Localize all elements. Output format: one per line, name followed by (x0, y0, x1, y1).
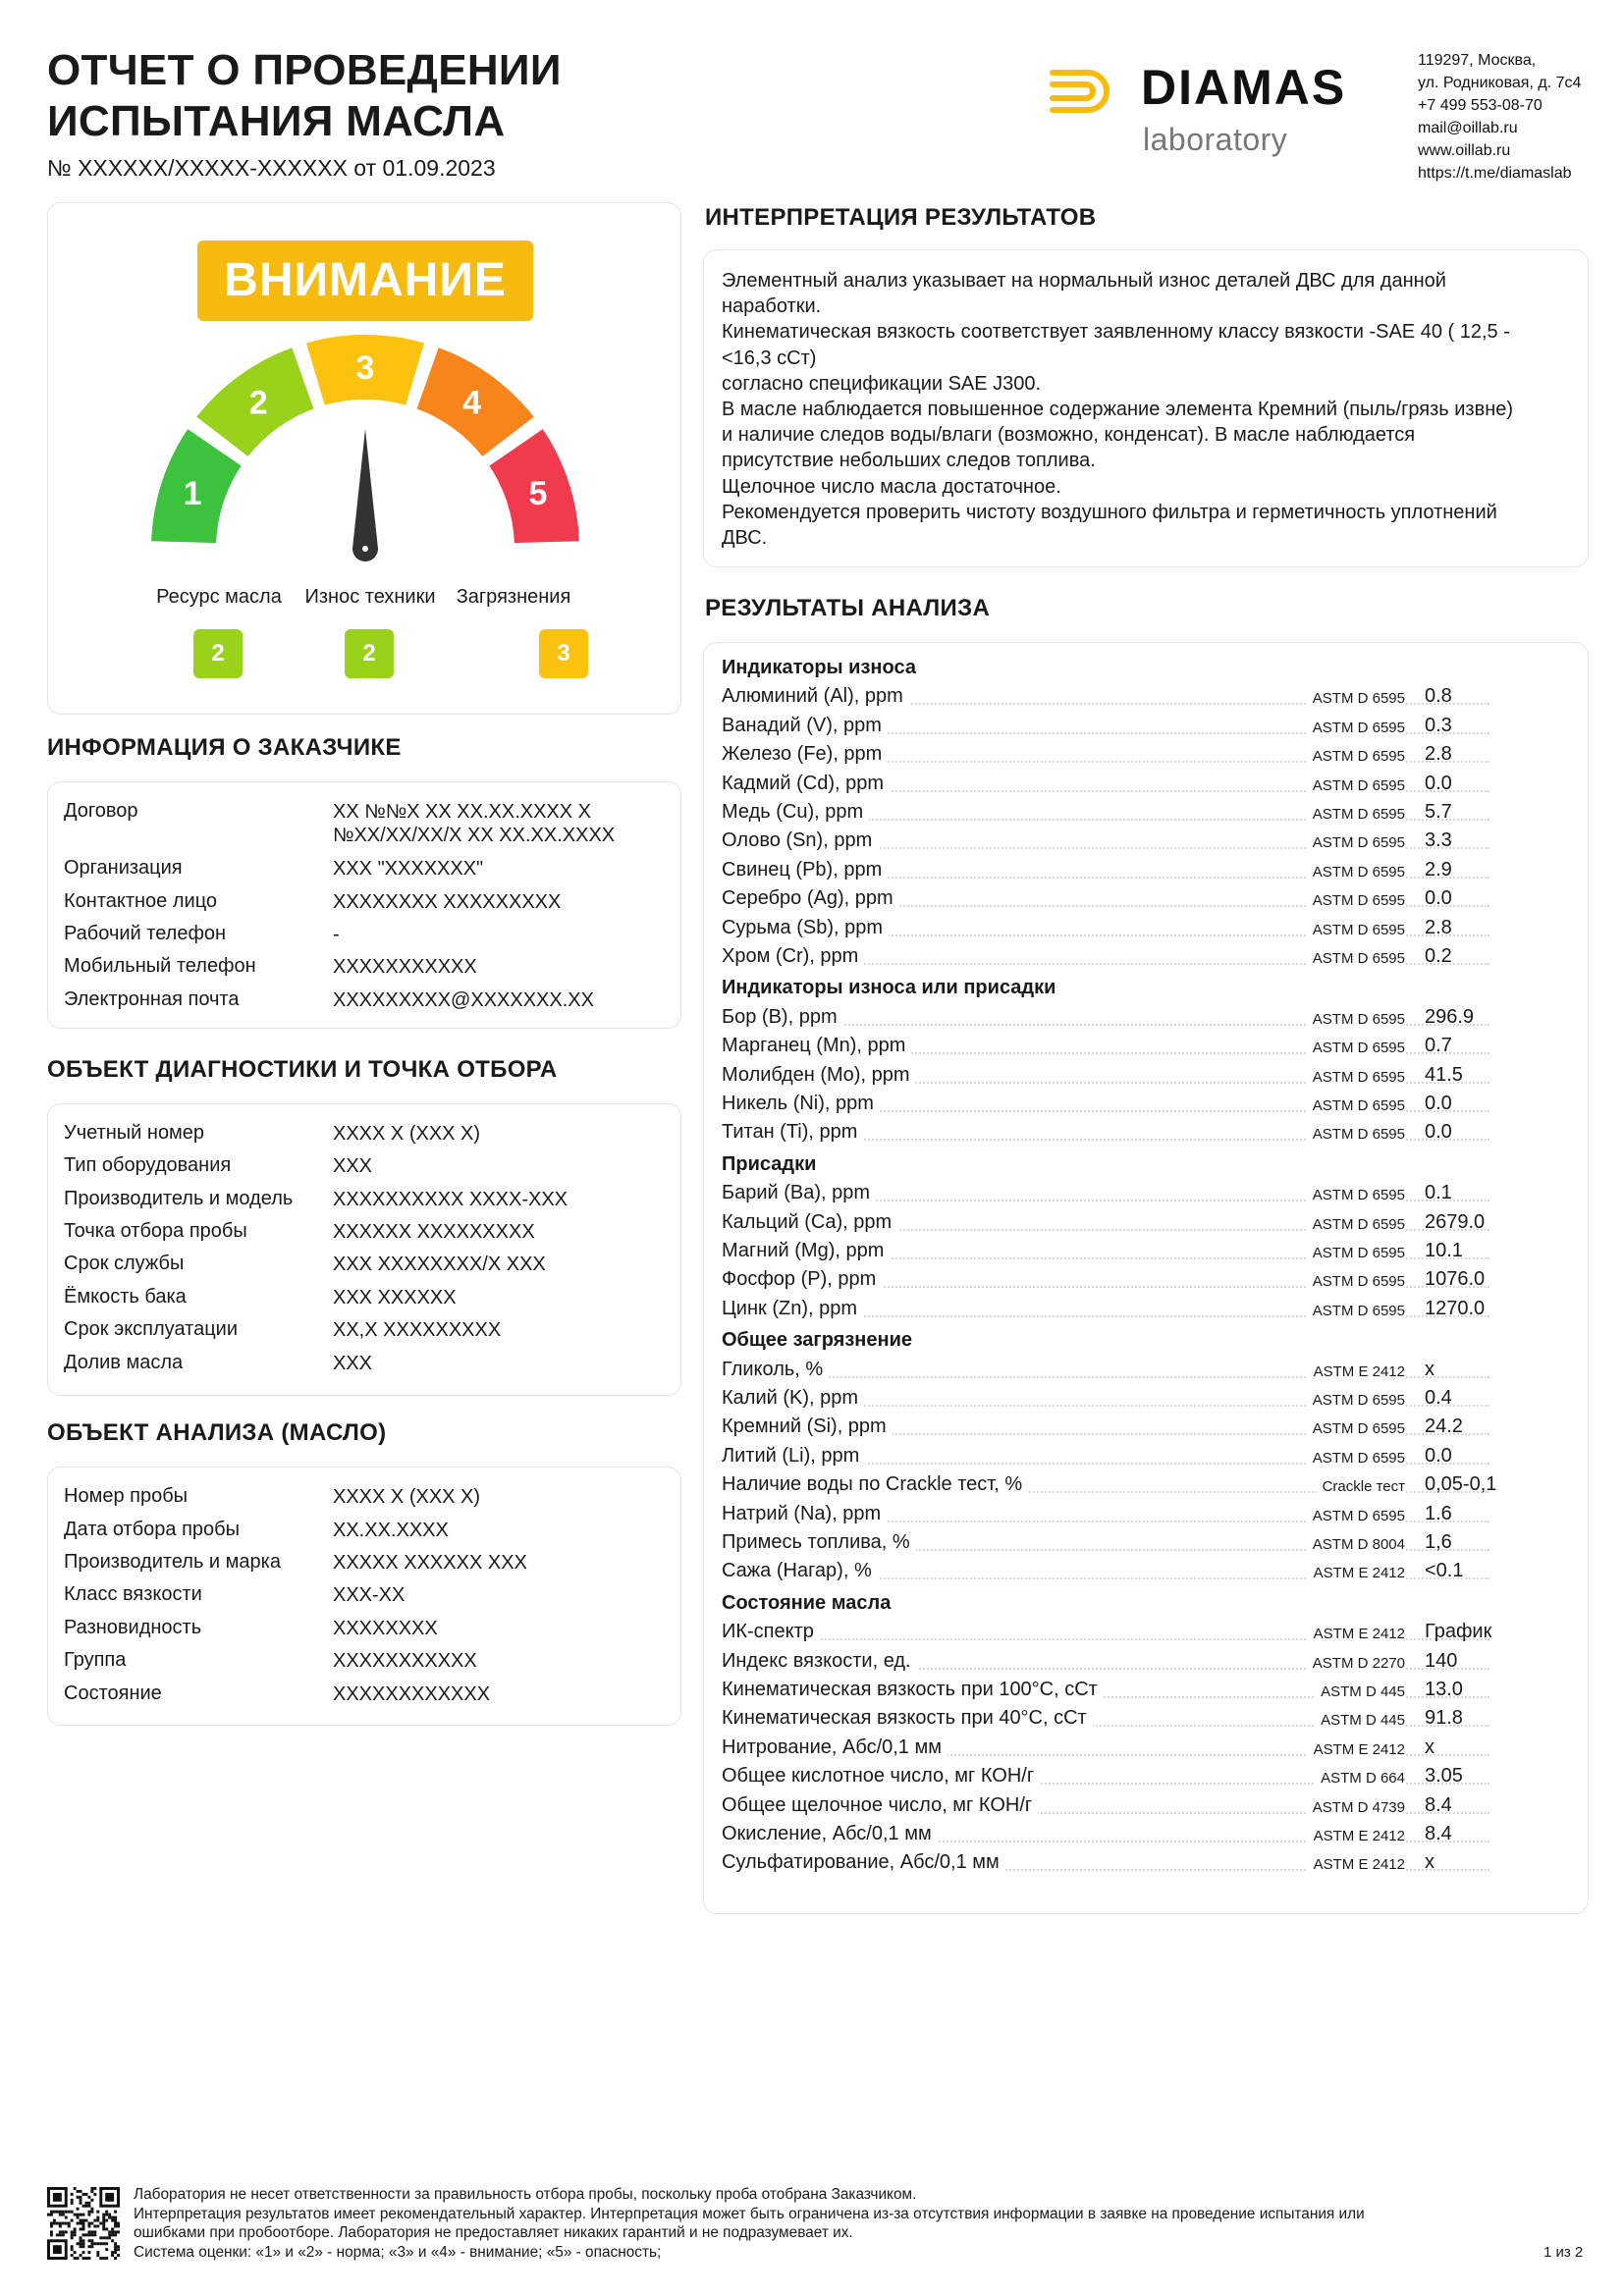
object-key: Тип оборудования (64, 1154, 232, 1176)
results-method: ASTM E 2412 (1308, 1741, 1405, 1758)
results-method: ASTM D 6595 (1307, 1508, 1405, 1524)
results-group-title: Индикаторы износа или присадки (722, 977, 1056, 999)
results-row (722, 685, 1572, 711)
results-parameter: Серебро (Ag), ppm (722, 887, 899, 910)
results-method: ASTM D 6595 (1307, 1273, 1405, 1290)
results-parameter: Олово (Sn), ppm (722, 829, 878, 852)
status-gauge (48, 203, 682, 596)
oil-value: XXX-XX (333, 1584, 406, 1606)
oil-key: Разновидность (64, 1617, 202, 1638)
results-row (722, 1851, 1572, 1877)
results-row (722, 1794, 1572, 1820)
results-value: График (1425, 1621, 1492, 1643)
results-parameter: Нитрование, Абс/0,1 мм (722, 1736, 947, 1759)
report-number: № XXXXXX/XXXXX-XXXXXX от 01.09.2023 (47, 155, 496, 181)
results-row (722, 1182, 1572, 1207)
results-parameter: Общее щелочное число, мг КОН/г (722, 1794, 1038, 1817)
results-method: ASTM E 2412 (1308, 1626, 1405, 1642)
disclaimer (134, 2185, 1508, 2262)
object-key: Ёмкость бака (64, 1286, 187, 1308)
customer-value: XXX "XXXXXXX" (333, 858, 484, 880)
results-row (722, 829, 1572, 855)
customer-value: XXXXXXXXX@XXXXXXX.XX (333, 989, 594, 1011)
results-method: ASTM D 6595 (1307, 1011, 1405, 1028)
results-value: x (1425, 1735, 1435, 1758)
results-parameter: Марганец (Mn), ppm (722, 1035, 911, 1057)
results-parameter: Магний (Mg), ppm (722, 1240, 890, 1262)
interpretation-line: наработки. (722, 295, 822, 318)
results-row (722, 1006, 1572, 1032)
interpretation-line: Кинематическая вязкость соответствует заявленному классу вязкости -SAE 40 ( 12,5 - (722, 321, 1510, 344)
results-group-title: Присадки (722, 1152, 817, 1175)
customer-key: Мобильный телефон (64, 955, 256, 977)
gauge-needle (352, 429, 378, 561)
object-key: Учетный номер (64, 1122, 205, 1144)
results-method: ASTM D 6595 (1307, 1069, 1405, 1086)
oil-key: Производитель и марка (64, 1551, 281, 1573)
results-value: 24.2 (1425, 1415, 1463, 1438)
object-value: XXXX X (XXX X) (333, 1123, 481, 1145)
object-key: Срок службы (64, 1253, 185, 1274)
indicator-oil-resource-label: Ресурс масла (156, 586, 282, 608)
results-method: ASTM D 8004 (1307, 1536, 1405, 1553)
results-value: 1270.0 (1425, 1297, 1486, 1319)
results-parameter: Калий (K), ppm (722, 1387, 864, 1410)
results-parameter: Титан (Ti), ppm (722, 1121, 863, 1144)
results-method: ASTM D 664 (1315, 1770, 1405, 1787)
customer-key: Рабочий телефон (64, 923, 227, 944)
results-row (722, 1560, 1572, 1585)
results-method: ASTM D 6595 (1307, 748, 1405, 765)
indicator-contamination-label: Загрязнения (456, 586, 571, 608)
results-value: 0.0 (1425, 1093, 1452, 1114)
results-row (722, 1707, 1572, 1733)
results-row (722, 1240, 1572, 1265)
interpretation-line: <16,3 сСт) (722, 347, 817, 369)
results-parameter: Медь (Cu), ppm (722, 801, 869, 824)
results-parameter: Барий (Ba), ppm (722, 1182, 876, 1204)
results-value: 0.4 (1425, 1387, 1452, 1409)
results-row (722, 1531, 1572, 1557)
results-value: 1076.0 (1425, 1268, 1486, 1291)
results-method: ASTM D 6595 (1307, 922, 1405, 938)
results-parameter: Кальций (Ca), ppm (722, 1211, 897, 1234)
interpretation-card (703, 249, 1589, 567)
results-parameter: Сажа (Нагар), % (722, 1560, 878, 1582)
customer-card (47, 781, 681, 1029)
results-method: ASTM D 6595 (1307, 1450, 1405, 1467)
results-row (722, 743, 1572, 769)
customer-value: XXXXXXXX XXXXXXXXX (333, 891, 562, 913)
customer-value: XXXXXXXXXXX (333, 956, 477, 978)
disclaimer-line: Система оценки: «1» и «2» - норма; «3» и «4» - внимание; «5» - опасность; (134, 2243, 662, 2261)
results-parameter: Свинец (Pb), ppm (722, 859, 888, 881)
interpretation-line: Элементный анализ указывает на нормальный износ деталей ДВС для данной (722, 270, 1446, 292)
status-card (47, 202, 681, 715)
results-value: 2.9 (1425, 858, 1452, 881)
oil-key: Дата отбора пробы (64, 1519, 240, 1540)
object-value: XXX XXXXXX (333, 1287, 457, 1308)
customer-key: Контактное лицо (64, 890, 218, 912)
results-parameter: Кинематическая вязкость при 100°С, сСт (722, 1679, 1104, 1701)
results-row (722, 887, 1572, 913)
object-value: XXX XXXXXXXX/X XXX (333, 1254, 546, 1275)
page-number: 1 из 2 (1543, 2244, 1584, 2261)
contact-email[interactable]: mail@oillab.ru (1418, 120, 1518, 136)
contact-telegram[interactable]: https://t.me/diamaslab (1418, 165, 1572, 182)
object-value: XXX (333, 1155, 373, 1177)
results-row (722, 1211, 1572, 1237)
results-parameter: Бор (B), ppm (722, 1006, 843, 1029)
results-parameter: ИК-спектр (722, 1621, 820, 1643)
results-value: 2.8 (1425, 916, 1452, 938)
interpretation-line: и наличие следов воды/влаги (возможно, конденсат). В масле наблюдается (722, 424, 1416, 447)
oil-value: XXXXXXXXXXX (333, 1650, 477, 1672)
gauge-segment-4-label: 4 (462, 384, 482, 422)
results-value: x (1425, 1851, 1435, 1874)
object-key: Производитель и модель (64, 1188, 294, 1209)
results-parameter: Гликоль, % (722, 1359, 829, 1381)
results-parameter: Кремний (Si), ppm (722, 1415, 893, 1438)
indicator-wear-score: 2 (345, 629, 394, 678)
interpretation-line: присутствие небольших следов топлива. (722, 450, 1096, 472)
results-group-title: Состояние масла (722, 1591, 892, 1614)
report-title (47, 45, 562, 147)
object-value: XXXXXX XXXXXXXXX (333, 1221, 535, 1243)
results-value: 8.4 (1425, 1823, 1452, 1844)
customer-section-title: ИНФОРМАЦИЯ О ЗАКАЗЧИКЕ (47, 734, 402, 761)
oil-card (47, 1467, 681, 1726)
results-parameter: Ванадий (V), ppm (722, 715, 888, 737)
gauge-segment-3 (304, 333, 427, 407)
oil-value: XXXXX XXXXXX XXX (333, 1552, 527, 1574)
disclaimer-line: ошибками при пробоотборе. Лаборатория не предоставляет никаких гарантий и не подразумевает их. (134, 2224, 853, 2242)
interpretation-text (722, 268, 1566, 551)
oil-section-title: ОБЪЕКТ АНАЛИЗА (МАСЛО) (47, 1419, 387, 1446)
oil-key: Группа (64, 1649, 127, 1671)
interpretation-line: согласно спецификации SAE J300. (722, 372, 1042, 395)
results-method: ASTM D 6595 (1307, 834, 1405, 851)
diamas-logo (1049, 60, 1382, 163)
oil-value: XXXX X (XXX X) (333, 1486, 481, 1508)
results-method: ASTM D 6595 (1307, 1097, 1405, 1114)
customer-key: Договор (64, 800, 138, 822)
object-value: XX,X XXXXXXXXX (333, 1319, 502, 1341)
gauge-needle-pivot (362, 546, 368, 552)
results-row (722, 1298, 1572, 1323)
contact-address-line2: ул. Родниковая, д. 7с4 (1418, 75, 1582, 91)
results-value: 41.5 (1425, 1063, 1463, 1086)
results-parameter: Литий (Li), ppm (722, 1445, 865, 1468)
results-value: 8.4 (1425, 1793, 1452, 1816)
results-value: 1.6 (1425, 1502, 1452, 1524)
results-parameter: Молибден (Mo), ppm (722, 1064, 915, 1087)
oil-value: XX.XX.XXXX (333, 1520, 449, 1541)
results-method: ASTM D 6595 (1307, 892, 1405, 909)
results-value: 140 (1425, 1649, 1458, 1672)
results-value: 0.0 (1425, 1121, 1452, 1144)
contact-website[interactable]: www.oillab.ru (1418, 142, 1511, 159)
report-title-line2: ИСПЫТАНИЯ МАСЛА (47, 97, 506, 145)
results-method: ASTM D 6595 (1307, 1040, 1405, 1056)
results-value: 2679.0 (1425, 1210, 1486, 1233)
results-row (722, 1093, 1572, 1118)
customer-value: XX №№X XX XX.XX.XXXX X №XX/XX/XX/X XX XX.XX.XXXX (333, 801, 616, 846)
results-parameter: Цинк (Zn), ppm (722, 1298, 863, 1320)
results-parameter: Хром (Cr), ppm (722, 945, 864, 968)
results-row (722, 859, 1572, 884)
results-value: 0.2 (1425, 945, 1452, 967)
results-row (722, 1121, 1572, 1147)
results-row (722, 1473, 1572, 1499)
gauge-segment-2-label: 2 (248, 384, 268, 422)
object-key: Срок эксплуатации (64, 1318, 238, 1340)
results-row (722, 1621, 1572, 1646)
results-method: ASTM D 4739 (1307, 1799, 1405, 1816)
results-row (722, 945, 1572, 971)
results-method: ASTM D 6595 (1307, 690, 1405, 707)
results-method: ASTM D 6595 (1307, 1392, 1405, 1409)
results-method: ASTM D 6595 (1307, 777, 1405, 794)
results-value: 0,05-0,1 (1425, 1473, 1497, 1496)
results-section-title: РЕЗУЛЬТАТЫ АНАЛИЗА (705, 595, 991, 621)
results-row (722, 773, 1572, 798)
results-method: ASTM D 445 (1315, 1683, 1405, 1700)
results-value: 10.1 (1425, 1240, 1463, 1261)
results-method: ASTM E 2412 (1308, 1363, 1405, 1380)
results-value: 0.3 (1425, 714, 1452, 736)
results-parameter: Никель (Ni), ppm (722, 1093, 880, 1115)
results-row (722, 1765, 1572, 1790)
object-card (47, 1103, 681, 1396)
object-value: XXXXXXXXXX XXXX-XXX (333, 1189, 568, 1210)
gauge-segment-5-label: 5 (528, 474, 548, 512)
oil-key: Класс вязкости (64, 1583, 202, 1605)
results-parameter: Сульфатирование, Абс/0,1 мм (722, 1851, 1005, 1874)
results-value: 0.7 (1425, 1035, 1452, 1057)
interpretation-section-title: ИНТЕРПРЕТАЦИЯ РЕЗУЛЬТАТОВ (705, 204, 1097, 231)
results-parameter: Фосфор (P), ppm (722, 1268, 882, 1291)
results-card (703, 642, 1589, 1914)
contact-phone[interactable]: +7 499 553-08-70 (1418, 97, 1543, 114)
results-value: 0.1 (1425, 1182, 1452, 1204)
results-row (722, 1503, 1572, 1528)
results-method: ASTM D 6595 (1307, 1420, 1405, 1437)
results-value: 2.8 (1425, 743, 1452, 766)
results-value: 3.3 (1425, 829, 1452, 852)
results-value: 1,6 (1425, 1531, 1452, 1553)
results-method: ASTM D 445 (1315, 1712, 1405, 1729)
results-method: ASTM D 6595 (1307, 1126, 1405, 1143)
contact-address-line1: 119297, Москва, (1418, 52, 1537, 69)
logo-name: DIAMAS (1141, 60, 1347, 115)
results-method: ASTM D 2270 (1307, 1655, 1405, 1672)
results-parameter: Натрий (Na), ppm (722, 1503, 887, 1525)
results-parameter: Примесь топлива, % (722, 1531, 916, 1554)
results-value: 91.8 (1425, 1707, 1463, 1730)
logo-subtitle: laboratory (1143, 122, 1288, 157)
object-value: XXX (333, 1353, 373, 1374)
results-parameter: Железо (Fe), ppm (722, 743, 888, 766)
results-group-title: Общее загрязнение (722, 1329, 912, 1352)
indicator-contamination-score: 3 (539, 629, 588, 678)
interpretation-line: ДВС. (722, 527, 768, 550)
oil-value: XXXXXXXX (333, 1618, 438, 1639)
results-row (722, 1445, 1572, 1470)
results-row (722, 1415, 1572, 1441)
interpretation-line: Рекомендуется проверить чистоту воздушного фильтра и герметичность уплотнений (722, 501, 1497, 523)
indicator-wear-label: Износ техники (304, 586, 436, 608)
customer-key: Электронная почта (64, 988, 240, 1010)
results-row (722, 715, 1572, 740)
oil-key: Номер пробы (64, 1485, 189, 1507)
results-method: ASTM E 2412 (1308, 1856, 1405, 1873)
results-row (722, 1650, 1572, 1676)
results-method: ASTM D 6595 (1307, 720, 1405, 736)
results-row (722, 1736, 1572, 1762)
results-row (722, 1823, 1572, 1848)
disclaimer-line: Интерпретация результатов имеет рекомендательный характер. Интерпретация может быть ограничена из-за отсутствия информации в заявке на проведение испытания или (134, 2205, 1365, 2222)
results-method: ASTM D 6595 (1307, 1187, 1405, 1203)
status-badge: ВНИМАНИЕ (197, 240, 533, 321)
results-parameter: Алюминий (Al), ppm (722, 685, 909, 708)
results-parameter: Наличие воды по Crackle тест, % (722, 1473, 1028, 1496)
results-method: ASTM D 6595 (1307, 950, 1405, 967)
interpretation-line: В масле наблюдается повышенное содержание элемента Кремний (пыль/грязь извне) (722, 399, 1514, 421)
results-method: ASTM D 6595 (1307, 1245, 1405, 1261)
results-value: 0.8 (1425, 685, 1452, 708)
results-row (722, 801, 1572, 827)
object-section-title: ОБЪЕКТ ДИАГНОСТИКИ И ТОЧКА ОТБОРА (47, 1056, 558, 1083)
results-row (722, 917, 1572, 942)
results-method: Crackle тест (1317, 1478, 1405, 1495)
results-row (722, 1268, 1572, 1294)
interpretation-line: Щелочное число масла достаточное. (722, 475, 1061, 498)
results-parameter: Кадмий (Cd), ppm (722, 773, 890, 795)
qr-code-icon[interactable] (47, 2187, 120, 2260)
results-parameter: Общее кислотное число, мг КОН/г (722, 1765, 1040, 1788)
results-row (722, 1064, 1572, 1090)
results-value: x (1425, 1358, 1435, 1380)
results-method: ASTM D 6595 (1307, 864, 1405, 881)
indicator-oil-resource-score: 2 (193, 629, 243, 678)
oil-value: XXXXXXXXXXXX (333, 1683, 491, 1705)
disclaimer-line: Лаборатория не несет ответственности за правильность отбора пробы, поскольку проба отобрана Заказчиком. (134, 2186, 917, 2203)
results-row (722, 1679, 1572, 1704)
results-parameter: Индекс вязкости, ед. (722, 1650, 917, 1673)
results-method: ASTM D 6595 (1307, 1216, 1405, 1233)
results-row (722, 1387, 1572, 1413)
results-row (722, 1359, 1572, 1384)
results-method: ASTM E 2412 (1308, 1828, 1405, 1844)
customer-key: Организация (64, 857, 183, 879)
oil-key: Состояние (64, 1682, 162, 1704)
results-parameter: Сурьма (Sb), ppm (722, 917, 889, 939)
gauge-segment-1-label: 1 (183, 474, 202, 512)
contacts-block (1418, 49, 1581, 185)
results-group-title: Индикаторы износа (722, 657, 916, 678)
results-value: <0.1 (1425, 1560, 1464, 1582)
results-value: 296.9 (1425, 1005, 1475, 1028)
results-parameter: Окисление, Абс/0,1 мм (722, 1823, 938, 1845)
report-title-line1: ОТЧЕТ О ПРОВЕДЕНИИ (47, 46, 562, 94)
object-key: Долив масла (64, 1352, 184, 1373)
results-method: ASTM D 6595 (1307, 806, 1405, 823)
results-value: 13.0 (1425, 1679, 1463, 1700)
results-value: 0.0 (1425, 1444, 1452, 1467)
customer-value: - (333, 924, 340, 945)
results-method: ASTM E 2412 (1308, 1565, 1405, 1581)
object-key: Точка отбора пробы (64, 1220, 247, 1242)
results-value: 0.0 (1425, 772, 1452, 794)
results-parameter: Кинематическая вязкость при 40°С, сСт (722, 1707, 1093, 1730)
results-value: 3.05 (1425, 1765, 1463, 1788)
results-value: 0.0 (1425, 887, 1452, 910)
results-row (722, 1035, 1572, 1060)
diamas-logo-icon (1049, 69, 1113, 114)
gauge-segment-3-label: 3 (355, 349, 375, 387)
results-method: ASTM D 6595 (1307, 1303, 1405, 1319)
results-value: 5.7 (1425, 801, 1452, 823)
